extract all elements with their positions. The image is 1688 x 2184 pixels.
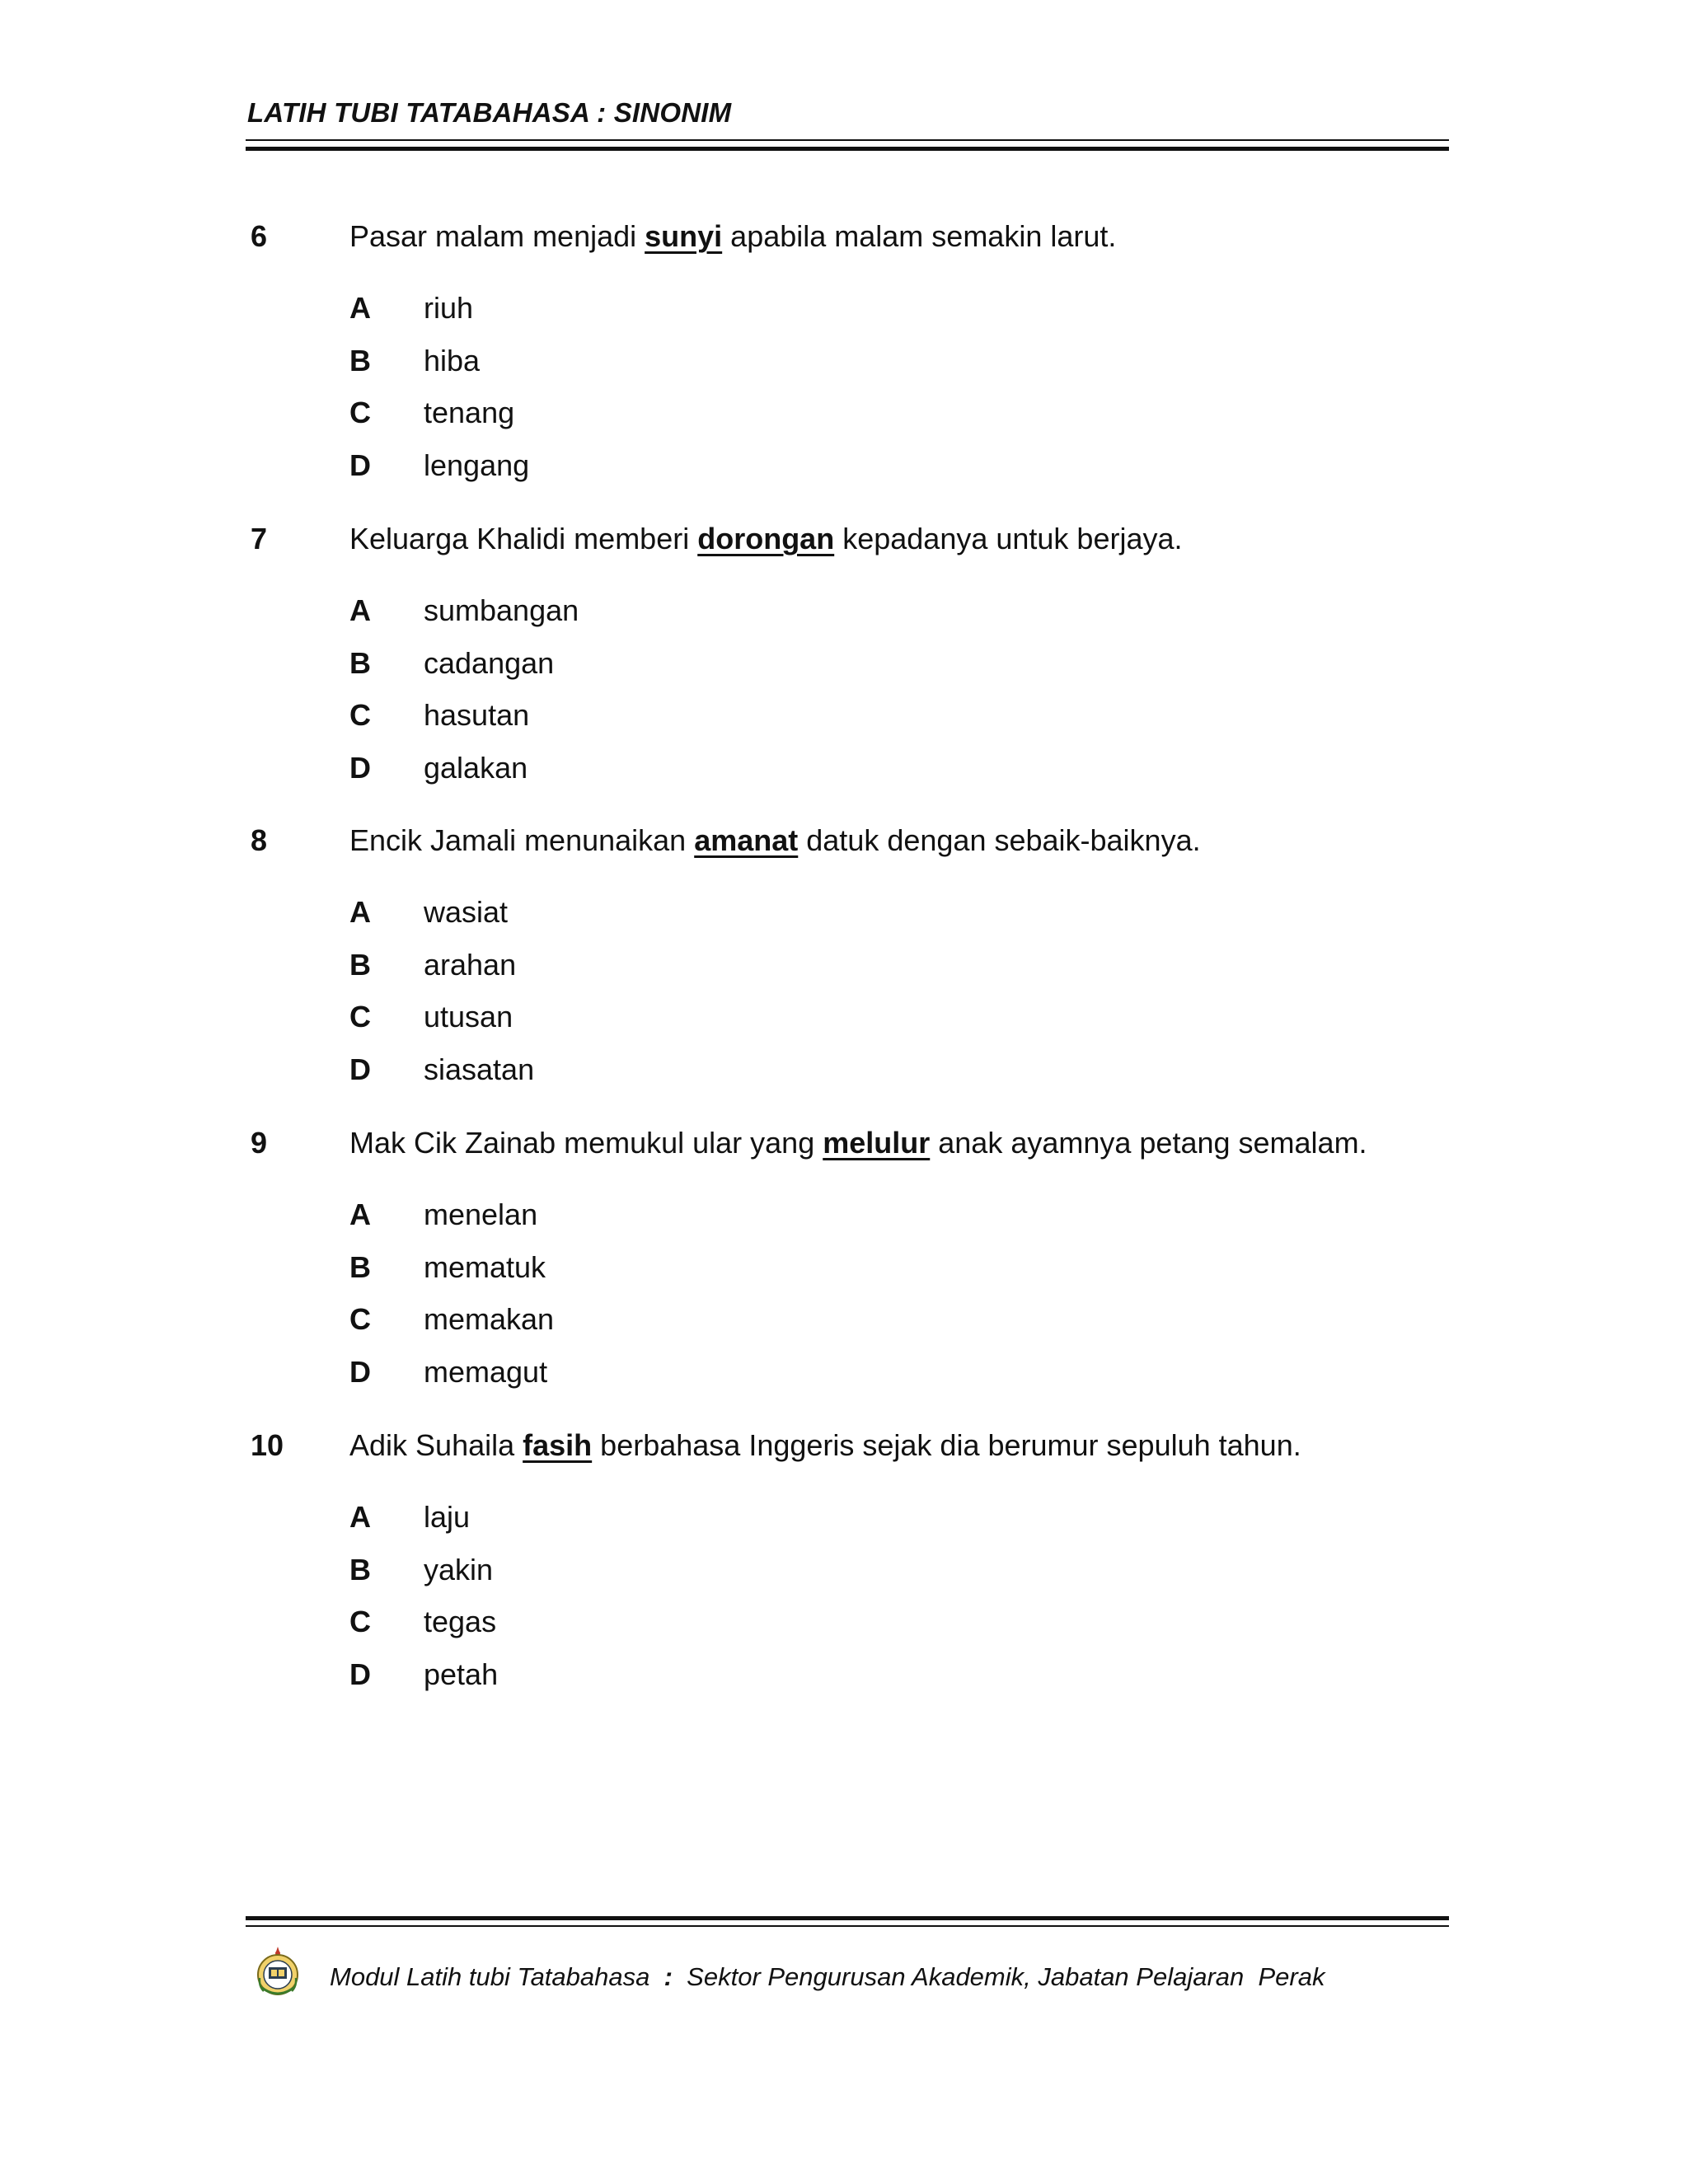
option-a[interactable] xyxy=(0,1500,1688,1553)
option-text: utusan xyxy=(424,1000,513,1034)
option-list xyxy=(0,291,1688,501)
question-10 xyxy=(0,1428,1688,1710)
header-rule-thin xyxy=(246,139,1449,141)
option-letter: A xyxy=(349,895,371,929)
option-b[interactable] xyxy=(0,1553,1688,1605)
option-a[interactable] xyxy=(0,1197,1688,1250)
footer-text xyxy=(330,1962,1325,1992)
option-letter: B xyxy=(349,947,371,982)
option-letter: A xyxy=(349,1197,371,1231)
option-letter: D xyxy=(349,1657,371,1692)
state-education-crest-icon xyxy=(252,1945,303,1999)
option-letter: C xyxy=(349,396,371,430)
question-text: Pasar malam menjadi sunyi apabila malam semakin larut. xyxy=(349,219,1117,253)
option-b[interactable] xyxy=(0,646,1688,699)
option-a[interactable] xyxy=(0,593,1688,646)
option-letter: D xyxy=(349,1052,371,1087)
option-text: sumbangan xyxy=(424,593,579,627)
option-text: riuh xyxy=(424,291,474,325)
option-d[interactable] xyxy=(0,751,1688,804)
option-b[interactable] xyxy=(0,344,1688,396)
option-letter: A xyxy=(349,291,371,325)
option-text: hasutan xyxy=(424,698,530,733)
option-text: petah xyxy=(424,1657,499,1692)
question-text: Mak Cik Zainab memukul ular yang melulur anak ayamnya petang semalam. xyxy=(349,1126,1367,1160)
footer-rule-thin xyxy=(246,1925,1449,1927)
option-list xyxy=(0,1197,1688,1408)
option-letter: C xyxy=(349,1000,371,1034)
question-number: 7 xyxy=(251,522,268,555)
option-d[interactable] xyxy=(0,448,1688,501)
option-letter: B xyxy=(349,343,371,377)
option-a[interactable] xyxy=(0,291,1688,344)
option-letter: A xyxy=(349,1500,371,1534)
question-number: 8 xyxy=(251,823,268,857)
option-c[interactable] xyxy=(0,1605,1688,1657)
option-b[interactable] xyxy=(0,948,1688,1001)
option-list xyxy=(0,1500,1688,1710)
page-title: LATIH TUBI TATABAHASA : SINONIM xyxy=(247,97,732,128)
option-text: memakan xyxy=(424,1302,555,1337)
keyword: fasih xyxy=(523,1428,593,1462)
question-number: 9 xyxy=(251,1126,268,1160)
question-text: Encik Jamali menunaikan amanat datuk dengan sebaik-baiknya. xyxy=(349,823,1201,857)
option-text: tenang xyxy=(424,396,515,430)
option-letter: B xyxy=(349,1552,371,1586)
option-text: yakin xyxy=(424,1552,494,1586)
question-9 xyxy=(0,1126,1688,1408)
option-letter: A xyxy=(349,593,371,627)
keyword: amanat xyxy=(694,823,799,857)
option-c[interactable] xyxy=(0,1302,1688,1355)
option-letter: C xyxy=(349,1605,371,1639)
option-text: mematuk xyxy=(424,1249,546,1284)
option-text: hiba xyxy=(424,343,481,377)
keyword: sunyi xyxy=(645,219,723,253)
option-text: lengang xyxy=(424,448,530,483)
footer-right: Sektor Pengurusan Akademik, Jabatan Pelajaran Perak xyxy=(687,1962,1325,1991)
question-text: Adik Suhaila fasih berbahasa Inggeris sejak dia berumur sepuluh tahun. xyxy=(349,1428,1301,1462)
option-text: wasiat xyxy=(424,895,509,929)
option-letter: B xyxy=(349,1249,371,1284)
option-c[interactable] xyxy=(0,698,1688,751)
option-text: siasatan xyxy=(424,1052,535,1087)
option-c[interactable] xyxy=(0,396,1688,448)
option-text: arahan xyxy=(424,947,517,982)
option-letter: C xyxy=(349,698,371,733)
option-d[interactable] xyxy=(0,1657,1688,1710)
option-d[interactable] xyxy=(0,1355,1688,1408)
header-rule-thick xyxy=(246,147,1449,151)
option-text: menelan xyxy=(424,1197,538,1231)
question-8 xyxy=(0,823,1688,1105)
keyword: dorongan xyxy=(697,522,835,555)
option-text: cadangan xyxy=(424,645,555,680)
option-text: tegas xyxy=(424,1605,497,1639)
option-text: memagut xyxy=(424,1355,548,1390)
question-text: Keluarga Khalidi memberi dorongan kepadanya untuk berjaya. xyxy=(349,522,1183,555)
footer-left: Modul Latih tubi Tatabahasa xyxy=(330,1962,650,1991)
option-letter: D xyxy=(349,448,371,483)
option-text: galakan xyxy=(424,751,528,785)
question-number: 6 xyxy=(251,219,268,253)
option-list xyxy=(0,895,1688,1105)
keyword: melulur xyxy=(823,1126,931,1160)
option-list xyxy=(0,593,1688,804)
option-a[interactable] xyxy=(0,895,1688,948)
footer-separator: : xyxy=(663,1962,673,1991)
footer-rule-thick xyxy=(246,1916,1449,1920)
option-d[interactable] xyxy=(0,1052,1688,1105)
option-c[interactable] xyxy=(0,1000,1688,1052)
option-letter: B xyxy=(349,645,371,680)
question-7 xyxy=(0,522,1688,804)
option-text: laju xyxy=(424,1500,471,1534)
option-letter: D xyxy=(349,751,371,785)
question-number: 10 xyxy=(251,1428,284,1462)
option-b[interactable] xyxy=(0,1250,1688,1303)
option-letter: D xyxy=(349,1355,371,1390)
question-6 xyxy=(0,219,1688,501)
option-letter: C xyxy=(349,1302,371,1337)
